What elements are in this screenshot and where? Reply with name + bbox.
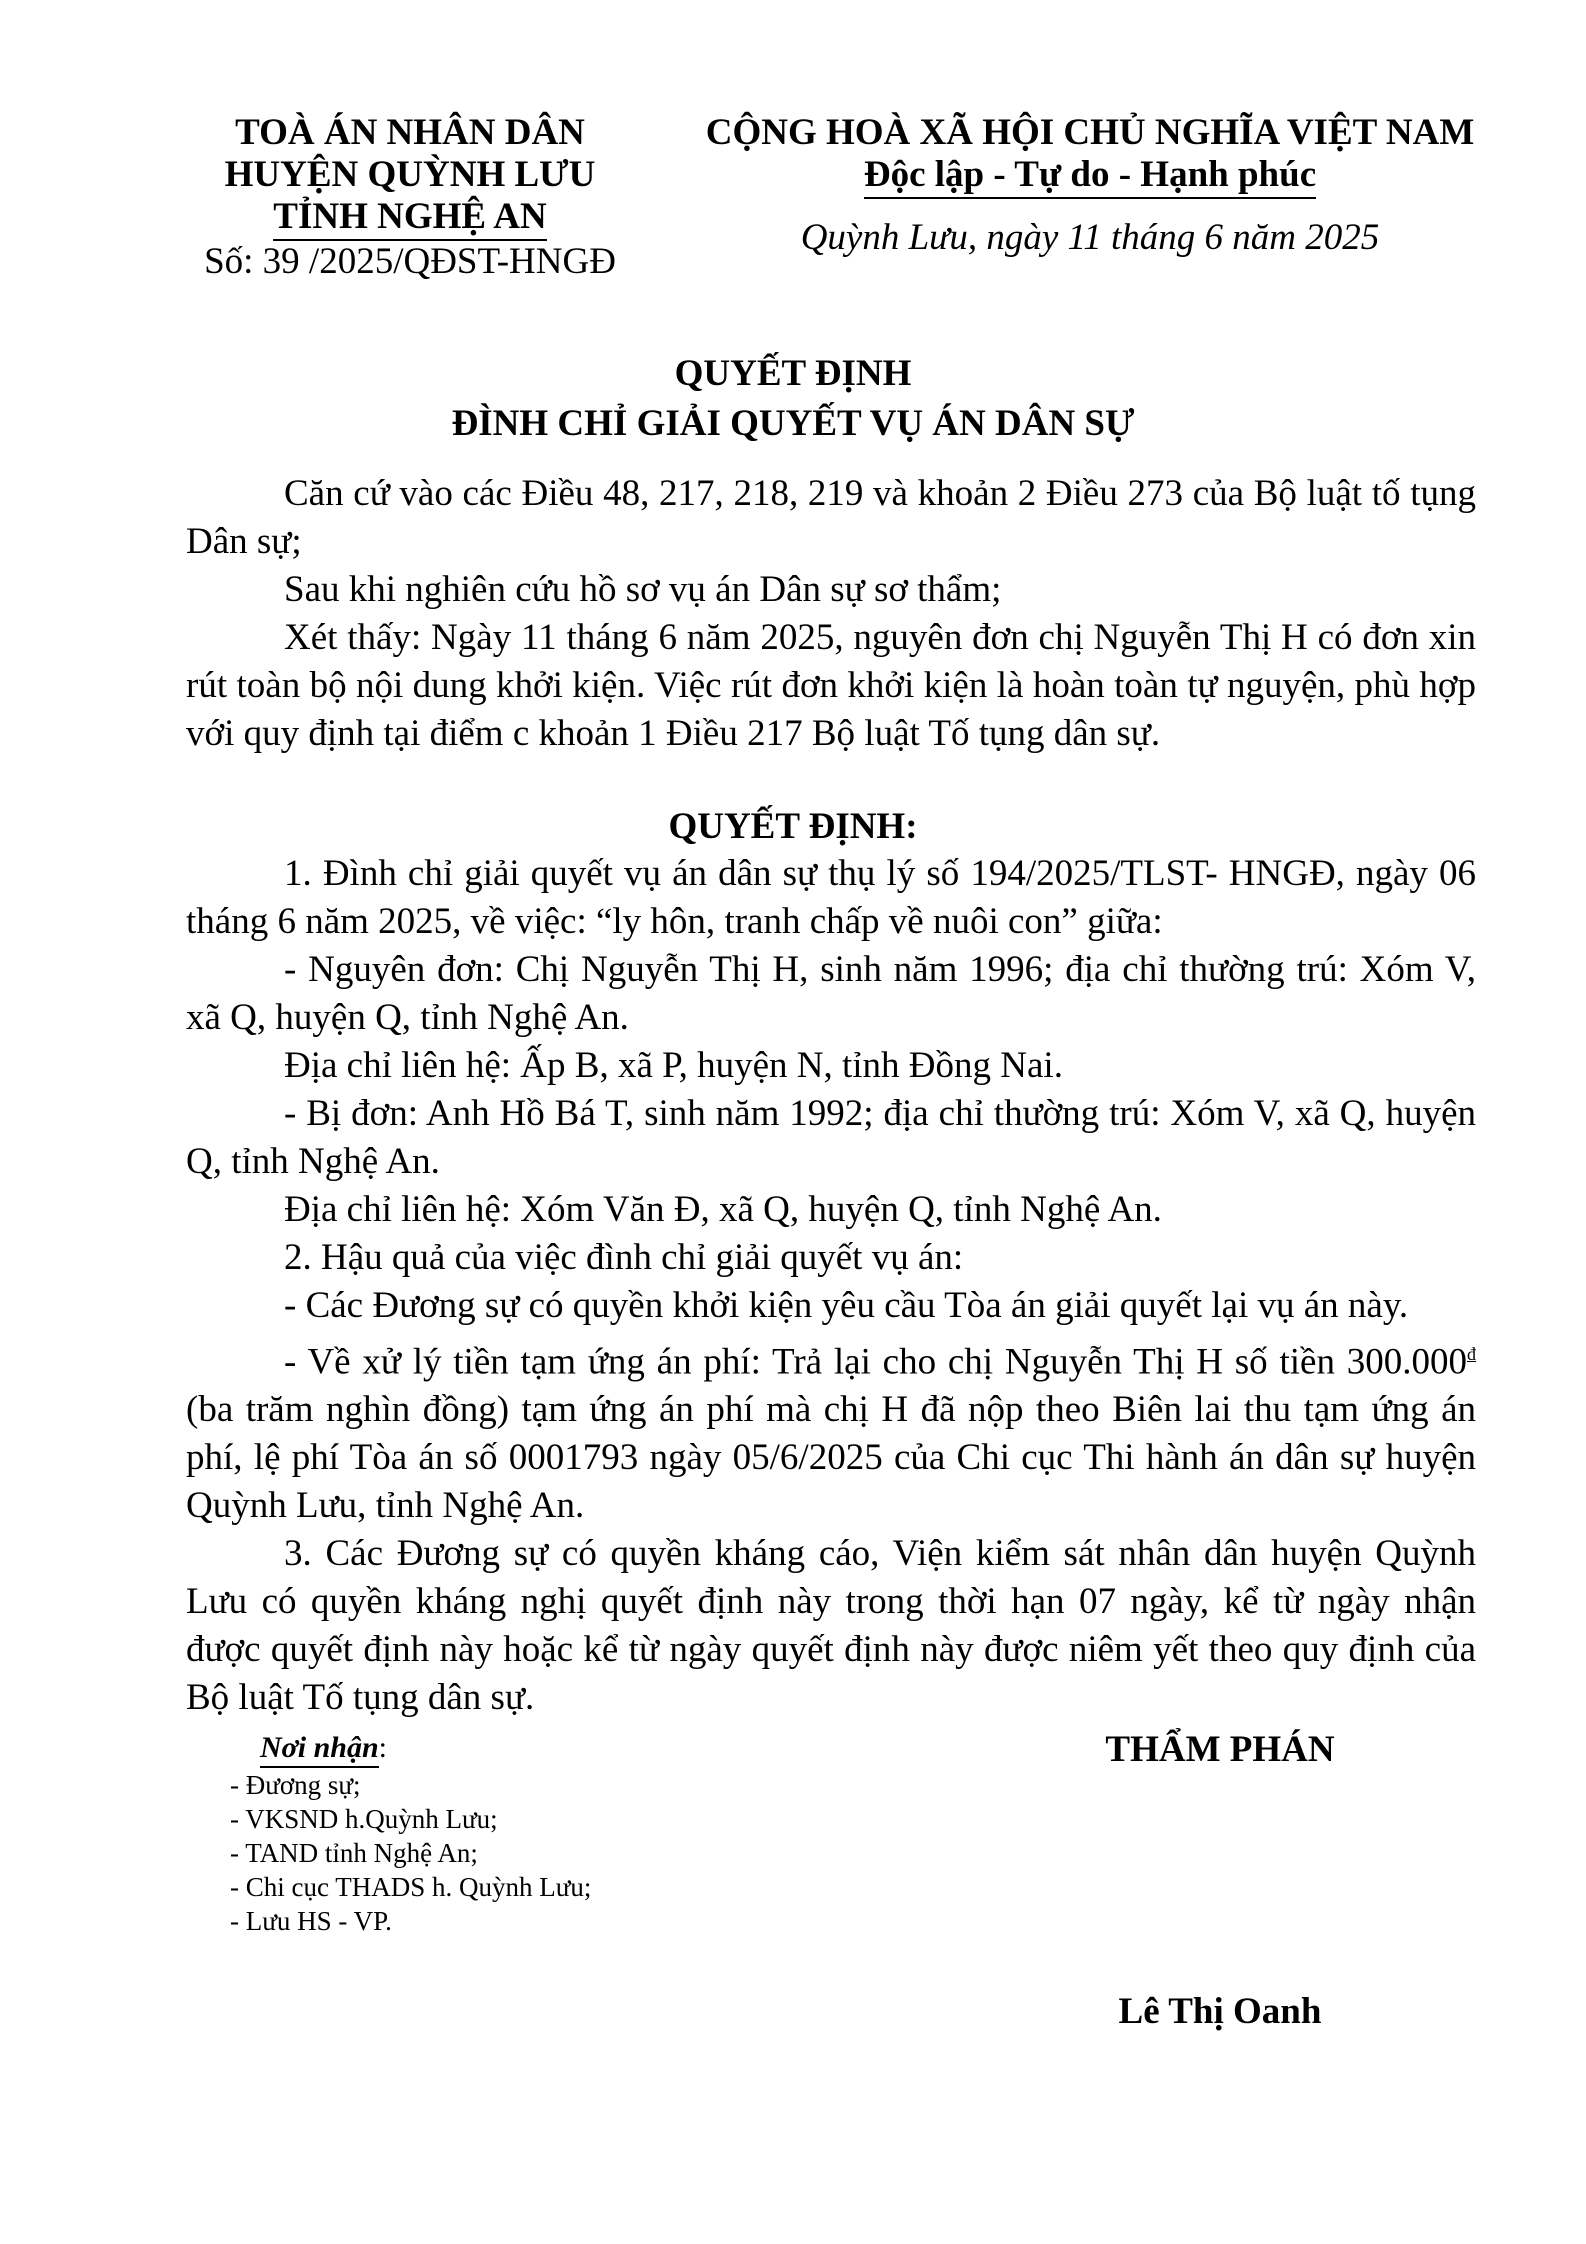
recipient-item: - Lưu HS - VP. — [230, 1906, 392, 1936]
court-province-wrap — [150, 196, 670, 241]
preamble-finding: Xét thấy: Ngày 11 tháng 6 năm 2025, nguyên đơn chị Nguyễn Thị H có đơn xin rút toàn bộ nội dung khởi kiện. Việc rút đơn khởi kiện là hoàn toàn tự nguyện, phù hợp với quy định tại điểm c khoản 1 Điều 217 Bộ luật Tố tụng dân sự. — [186, 617, 1476, 754]
preamble — [186, 470, 1476, 758]
national-header — [700, 112, 1480, 259]
fee-text-part1: - Về xử lý tiền tạm ứng án phí: Trả lại cho chị Nguyễn Thị H số tiền 300.000 — [284, 1341, 1467, 1383]
preamble-legal-basis: Căn cứ vào các Điều 48, 217, 218, 219 và khoản 2 Điều 273 của Bộ luật tố tụng Dân sự; — [186, 473, 1476, 562]
plaintiff-contact: Địa chỉ liên hệ: Ấp B, xã P, huyện N, tỉnh Đồng Nai. — [284, 1045, 1063, 1086]
fee-text-part2: (ba trăm nghìn đồng) tạm ứng án phí mà chị H đã nộp theo Biên lai thu tạm ứng án phí, lệ phí Tòa án số 0001793 ngày 05/6/2025 của Chi cục Thi hành án dân sự huyện Quỳnh Lưu, tỉnh Nghệ An. — [186, 1389, 1476, 1527]
recipients-heading-colon: : — [378, 1731, 387, 1764]
recipient-item: - VKSND h.Quỳnh Lưu; — [230, 1804, 498, 1834]
decision-item-3: 3. Các Đương sự có quyền kháng cáo, Viện kiểm sát nhân dân huyện Quỳnh Lưu có quyền kháng nghị quyết định này trong thời hạn 07 ngày, kể từ ngày nhận được quyết định này hoặc kể từ ngày quyết định này được niêm yết theo quy định của Bộ luật Tố tụng dân sự. — [186, 1533, 1476, 1719]
consequence-fee — [186, 1330, 1476, 1530]
decision-number: Số: 39 /2025/QĐST-HNGĐ — [204, 241, 616, 282]
dong-symbol: đ — [1467, 1344, 1476, 1364]
document-subtitle: ĐÌNH CHỈ GIẢI QUYẾT VỤ ÁN DÂN SỰ — [451, 403, 1135, 444]
decision-item-2: 2. Hậu quả của việc đình chỉ giải quyết vụ án: — [284, 1237, 964, 1278]
recipient-item: - Chi cục THADS h. Quỳnh Lưu; — [230, 1872, 592, 1902]
preamble-review: Sau khi nghiên cứu hồ sơ vụ án Dân sự sơ thẩm; — [284, 569, 1002, 610]
national-motto: Độc lập - Tự do - Hạnh phúc — [864, 154, 1316, 199]
court-name: TOÀ ÁN NHÂN DÂN — [235, 112, 585, 153]
defendant-contact: Địa chỉ liên hệ: Xóm Văn Đ, xã Q, huyện Q, tỉnh Nghệ An. — [284, 1189, 1162, 1230]
decision-item-1: 1. Đình chỉ giải quyết vụ án dân sự thụ lý số 194/2025/TLST- HNGĐ, ngày 06 tháng 6 năm 2025, về việc: “ly hôn, tranh chấp về nuôi con” giữa: — [186, 853, 1476, 942]
consequence-refile: - Các Đương sự có quyền khởi kiện yêu cầu Tòa án giải quyết lại vụ án này. — [284, 1285, 1409, 1326]
recipients-heading-text: Nơi nhận — [260, 1730, 379, 1768]
motto-wrap — [700, 154, 1480, 199]
plaintiff-info: - Nguyên đơn: Chị Nguyễn Thị H, sinh năm 1996; địa chỉ thường trú: Xóm V, xã Q, huyện Q, tỉnh Nghệ An. — [186, 949, 1476, 1038]
recipients-block — [230, 1730, 591, 1938]
document-title: QUYẾT ĐỊNH — [674, 353, 912, 394]
decision-body — [186, 850, 1476, 1722]
recipients-heading — [260, 1730, 591, 1768]
signer-role: THẨM PHÁN — [1105, 1729, 1335, 1770]
national-title: CỘNG HOÀ XÃ HỘI CHỦ NGHĨA VIỆT NAM — [705, 112, 1475, 153]
decision-heading: QUYẾT ĐỊNH: — [668, 806, 918, 847]
court-district: HUYỆN QUỲNH LƯU — [224, 154, 596, 195]
document-date: Quỳnh Lưu, ngày 11 tháng 6 năm 2025 — [800, 217, 1380, 258]
signer-name: Lê Thị Oanh — [1118, 1991, 1322, 2032]
court-header — [150, 112, 670, 283]
recipient-item: - Đương sự; — [230, 1770, 361, 1800]
defendant-info: - Bị đơn: Anh Hồ Bá T, sinh năm 1992; địa chỉ thường trú: Xóm V, xã Q, huyện Q, tỉnh Nghệ An. — [186, 1093, 1476, 1182]
recipient-item: - TAND tỉnh Nghệ An; — [230, 1838, 478, 1868]
court-province: TỈNH NGHỆ AN — [273, 196, 546, 241]
